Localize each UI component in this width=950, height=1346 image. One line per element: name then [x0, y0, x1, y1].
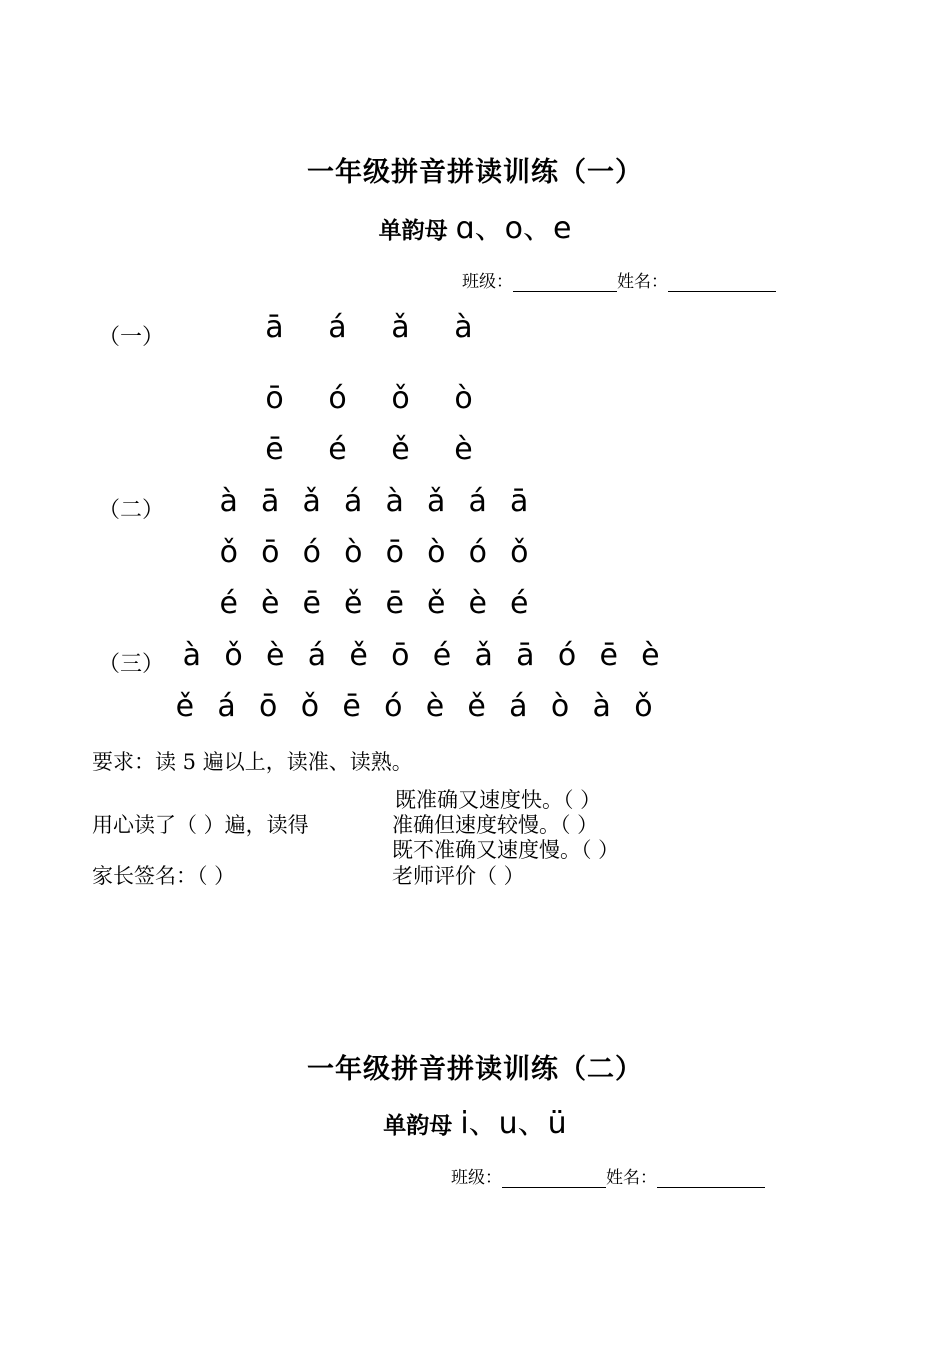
part3-row-2 — [164, 689, 664, 724]
part2-row-2 — [208, 535, 540, 570]
part3-row-1 — [171, 638, 671, 673]
pinyin-syllable: ó — [384, 689, 403, 724]
class-name-line-2 — [451, 1163, 765, 1188]
eval-option-3: 既不准确又速度慢。（ ） — [392, 838, 620, 862]
pinyin-syllable: ǎ — [302, 484, 321, 519]
pinyin-syllable: à — [454, 310, 473, 345]
worksheet-title-2: 一年级拼音拼读训练（二） — [307, 1054, 643, 1085]
pinyin-syllable: ó — [468, 535, 487, 570]
class-label: 班级： — [451, 1168, 502, 1188]
pinyin-syllable: ō — [265, 381, 284, 416]
parent-signature: 家长签名：（ ） — [92, 864, 236, 888]
pinyin-syllable: ā — [516, 638, 535, 673]
pinyin-syllable: é — [510, 586, 529, 621]
pinyin-syllable: è — [265, 638, 285, 673]
pinyin-syllable: ǒ — [224, 638, 243, 673]
pinyin-syllable: ó — [328, 381, 347, 416]
pinyin-syllable: á — [307, 638, 327, 673]
pinyin-syllable: ò — [454, 381, 473, 416]
pinyin-syllable: ě — [175, 689, 195, 724]
pinyin-syllable: ǒ — [391, 381, 410, 416]
pinyin-syllable: ě — [467, 689, 486, 724]
class-blank[interactable] — [502, 1169, 606, 1188]
pinyin-syllable: ò — [427, 535, 446, 570]
pinyin-syllable: á — [328, 310, 347, 345]
pinyin-syllable: á — [468, 484, 487, 519]
read-times-text: 用心读了（ ）遍，读得 — [92, 813, 309, 837]
pinyin-syllable: è — [261, 586, 280, 621]
pinyin-syllable: ē — [385, 586, 404, 621]
name-blank[interactable] — [668, 273, 776, 292]
pinyin-syllable: ē — [302, 586, 321, 621]
pinyin-syllable: à — [219, 484, 238, 519]
class-label: 班级： — [462, 272, 513, 292]
worksheet-title-1: 一年级拼音拼读训练（一） — [307, 157, 643, 188]
part1-row-2 — [243, 381, 495, 416]
eval-option-1: 既准确又速度快。（ ） — [395, 788, 602, 812]
subtitle-prefix: 单韵母 — [383, 1112, 453, 1139]
subtitle-prefix: 单韵母 — [378, 217, 448, 244]
part1-label: （一） — [98, 325, 165, 350]
pinyin-syllable: ó — [557, 638, 577, 673]
pinyin-syllable: ò — [550, 689, 570, 724]
pinyin-syllable: à — [592, 689, 611, 724]
pinyin-syllable: è — [454, 432, 473, 467]
part1-row-1 — [243, 310, 495, 345]
part2-row-3 — [208, 586, 540, 621]
pinyin-syllable: ǒ — [510, 535, 529, 570]
part3-label: （三） — [98, 652, 165, 677]
requirement-text: 要求：读 5 遍以上，读准、读熟。 — [92, 750, 413, 774]
pinyin-syllable: ǎ — [474, 638, 493, 673]
pinyin-syllable: à — [182, 638, 202, 673]
pinyin-syllable: ò — [344, 535, 363, 570]
pinyin-syllable: á — [344, 484, 363, 519]
pinyin-syllable: ō — [385, 535, 404, 570]
pinyin-syllable: ě — [427, 586, 446, 621]
pinyin-syllable: ē — [342, 689, 361, 724]
pinyin-syllable: ǒ — [219, 535, 238, 570]
pinyin-syllable: ǎ — [427, 484, 446, 519]
pinyin-syllable: ě — [349, 638, 368, 673]
subtitle-letters: i、u、ü — [460, 1106, 567, 1141]
pinyin-syllable: ō — [261, 535, 280, 570]
part1-row-3 — [243, 432, 495, 467]
pinyin-syllable: é — [219, 586, 238, 621]
class-blank[interactable] — [513, 273, 617, 292]
pinyin-syllable: è — [425, 689, 445, 724]
pinyin-syllable: ō — [259, 689, 278, 724]
pinyin-syllable: é — [328, 432, 347, 467]
pinyin-syllable: ā — [261, 484, 280, 519]
class-name-line-1 — [462, 267, 776, 292]
pinyin-syllable: ā — [265, 310, 284, 345]
pinyin-syllable: é — [432, 638, 452, 673]
pinyin-syllable: ǎ — [391, 310, 410, 345]
pinyin-syllable: è — [468, 586, 487, 621]
pinyin-syllable: à — [385, 484, 404, 519]
pinyin-syllable: ā — [510, 484, 529, 519]
worksheet-subtitle-2 — [0, 1098, 950, 1142]
pinyin-syllable: ě — [344, 586, 363, 621]
pinyin-syllable: á — [217, 689, 236, 724]
subtitle-letters: ɑ、o、e — [455, 211, 572, 246]
part2-row-1 — [208, 484, 540, 519]
pinyin-syllable: ē — [265, 432, 284, 467]
name-blank[interactable] — [657, 1169, 765, 1188]
part2-label: （二） — [98, 498, 165, 523]
pinyin-syllable: ǒ — [300, 689, 320, 724]
pinyin-syllable: ě — [391, 432, 410, 467]
worksheet-subtitle-1 — [0, 203, 950, 247]
pinyin-syllable: ó — [302, 535, 321, 570]
pinyin-syllable: á — [509, 689, 528, 724]
pinyin-syllable: ē — [599, 638, 618, 673]
name-label: 姓名： — [606, 1168, 657, 1188]
pinyin-syllable: ǒ — [634, 689, 653, 724]
teacher-evaluation: 老师评价（ ） — [392, 864, 525, 888]
pinyin-syllable: ō — [391, 638, 410, 673]
eval-option-2: 准确但速度较慢。（ ） — [392, 813, 599, 837]
pinyin-syllable: è — [641, 638, 660, 673]
name-label: 姓名： — [617, 272, 668, 292]
